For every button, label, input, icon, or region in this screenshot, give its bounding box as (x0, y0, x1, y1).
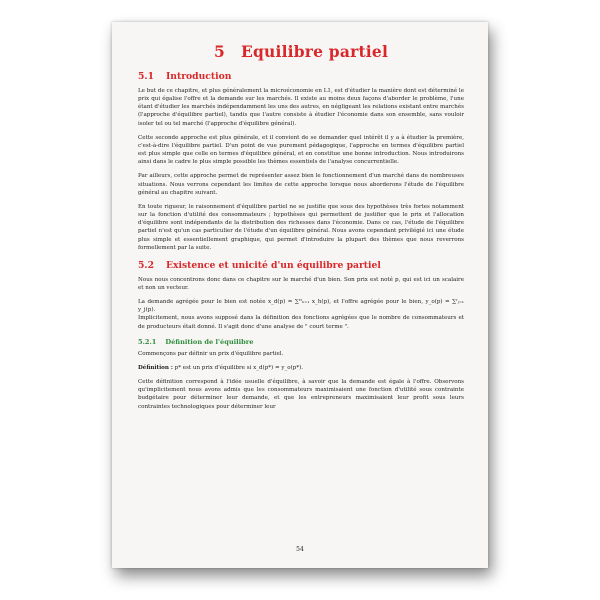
paragraph: Cette seconde approche est plus générale, et il convient de se demander quel intérêt il y a à étudier la première, c'est-à-dire l'équilibre partiel. D'un point de vue purement pédagogique, l'approche en termes d'équilibre partiel est plus simple que celle en termes d'équilibre général, et en constitue une bonne introduction. Nous introduirons ainsi dans le cadre le plus simple possible les thèmes essentiels de l'analyse concurrentielle. (138, 134, 464, 166)
paragraph: En toute rigueur, le raisonnement d'équilibre partiel ne se justifie que sous des hypothèses très fortes notamment sur la fonction d'utilité des consommateurs ; hypothèses qui permettent de justifier que le prix et l'allocation d'équilibre sont indépendants de la distribution des richesses dans l'économie. Dans ce cas, l'étude de l'équilibre partiel n'est qu'un cas particulier de l'étude d'un équilibre général. Nous avons cependant privilégié ici une étude plus simple et essentiellement graphique, qui permet d'introduire la plupart des thèmes que nous reverrons formellement par la suite. (138, 203, 464, 251)
section-title-text: Existence et unicité d'un équilibre partiel (165, 259, 381, 271)
subsection-title-text: Définition de l'équilibre (165, 337, 254, 346)
paragraph: Cette définition correspond à l'idée usuelle d'équilibre, à savoir que la demande est égale à l'offre. Observons qu'implicitement nous avons admis que les consommateurs maximisaient une fonction d'utilité sous contrainte budgétaire pour déterminer leur demande, et que les entrepreneurs maximisaient leur profit sous leurs contraintes technologiques pour déterminer leur (138, 379, 464, 410)
document-page (112, 22, 488, 568)
section-number: 5.1 (138, 71, 154, 82)
paragraph: La demande agrégée pour le bien est notée x_d(p) = ∑ᴴₕ₌₁ x_h(p), et l'offre agrégée pour le bien, y_o(p) = ∑ᶠⱼ₌₁ y_j(p). (138, 299, 464, 314)
page-number: 54 (296, 546, 304, 553)
definition-label: Définition : (138, 364, 173, 371)
chapter-number: 5 (213, 42, 225, 61)
paragraph: Implicitement, nous avons supposé dans la définition des fonctions agrégées que le nombre de consommateurs et de producteurs était donné. Il s'agit donc d'une analyse de " court terme ". (138, 315, 464, 330)
definition (138, 364, 464, 372)
paragraph: Par ailleurs, cette approche permet de représenter assez bien le fonctionnement d'un marché dans de nombreuses situations. Nous verrons cependant les limites de cette approche lorsque nous aborderons l'étude de l'équilibre général au chapitre suivant. (138, 173, 464, 196)
paragraph: Nous nous concentrons donc dans ce chapitre sur le marché d'un bien. Son prix est noté p, qui est ici un scalaire et non un vecteur. (138, 276, 464, 291)
paragraph: Le but de ce chapitre, et plus généralement la microéconomie en L1, est d'étudier la manière dont est déterminé le prix qui égalise l'offre et la demande sur les marchés. Il existe au moins deux façons d'aborder le problème, l'une étant d'étudier les marchés indépendamment les uns des autres, en négligeant les relations existant entre marchés (l'approche d'équilibre partiel), tandis que l'autre consiste à étudier l'économie dans son ensemble, sans vouloir isoler tel ou tel marché (l'approche d'équilibre général). (138, 88, 464, 127)
section-number: 5.2 (138, 259, 154, 271)
chapter-title-text: Equilibre partiel (240, 42, 389, 61)
chapter-title (138, 42, 464, 61)
section-title-existence (138, 260, 464, 271)
paragraph: Commençons par définir un prix d'équilibre partiel. (138, 350, 284, 357)
definition-text: p* est un prix d'équilibre si x_d(p*) = y_o(p*). (172, 364, 304, 371)
section-title-introduction (138, 71, 464, 82)
section-title-text: Introduction (165, 71, 232, 82)
subsection-number: 5.2.1 (138, 337, 157, 346)
subsection-title (138, 338, 464, 346)
